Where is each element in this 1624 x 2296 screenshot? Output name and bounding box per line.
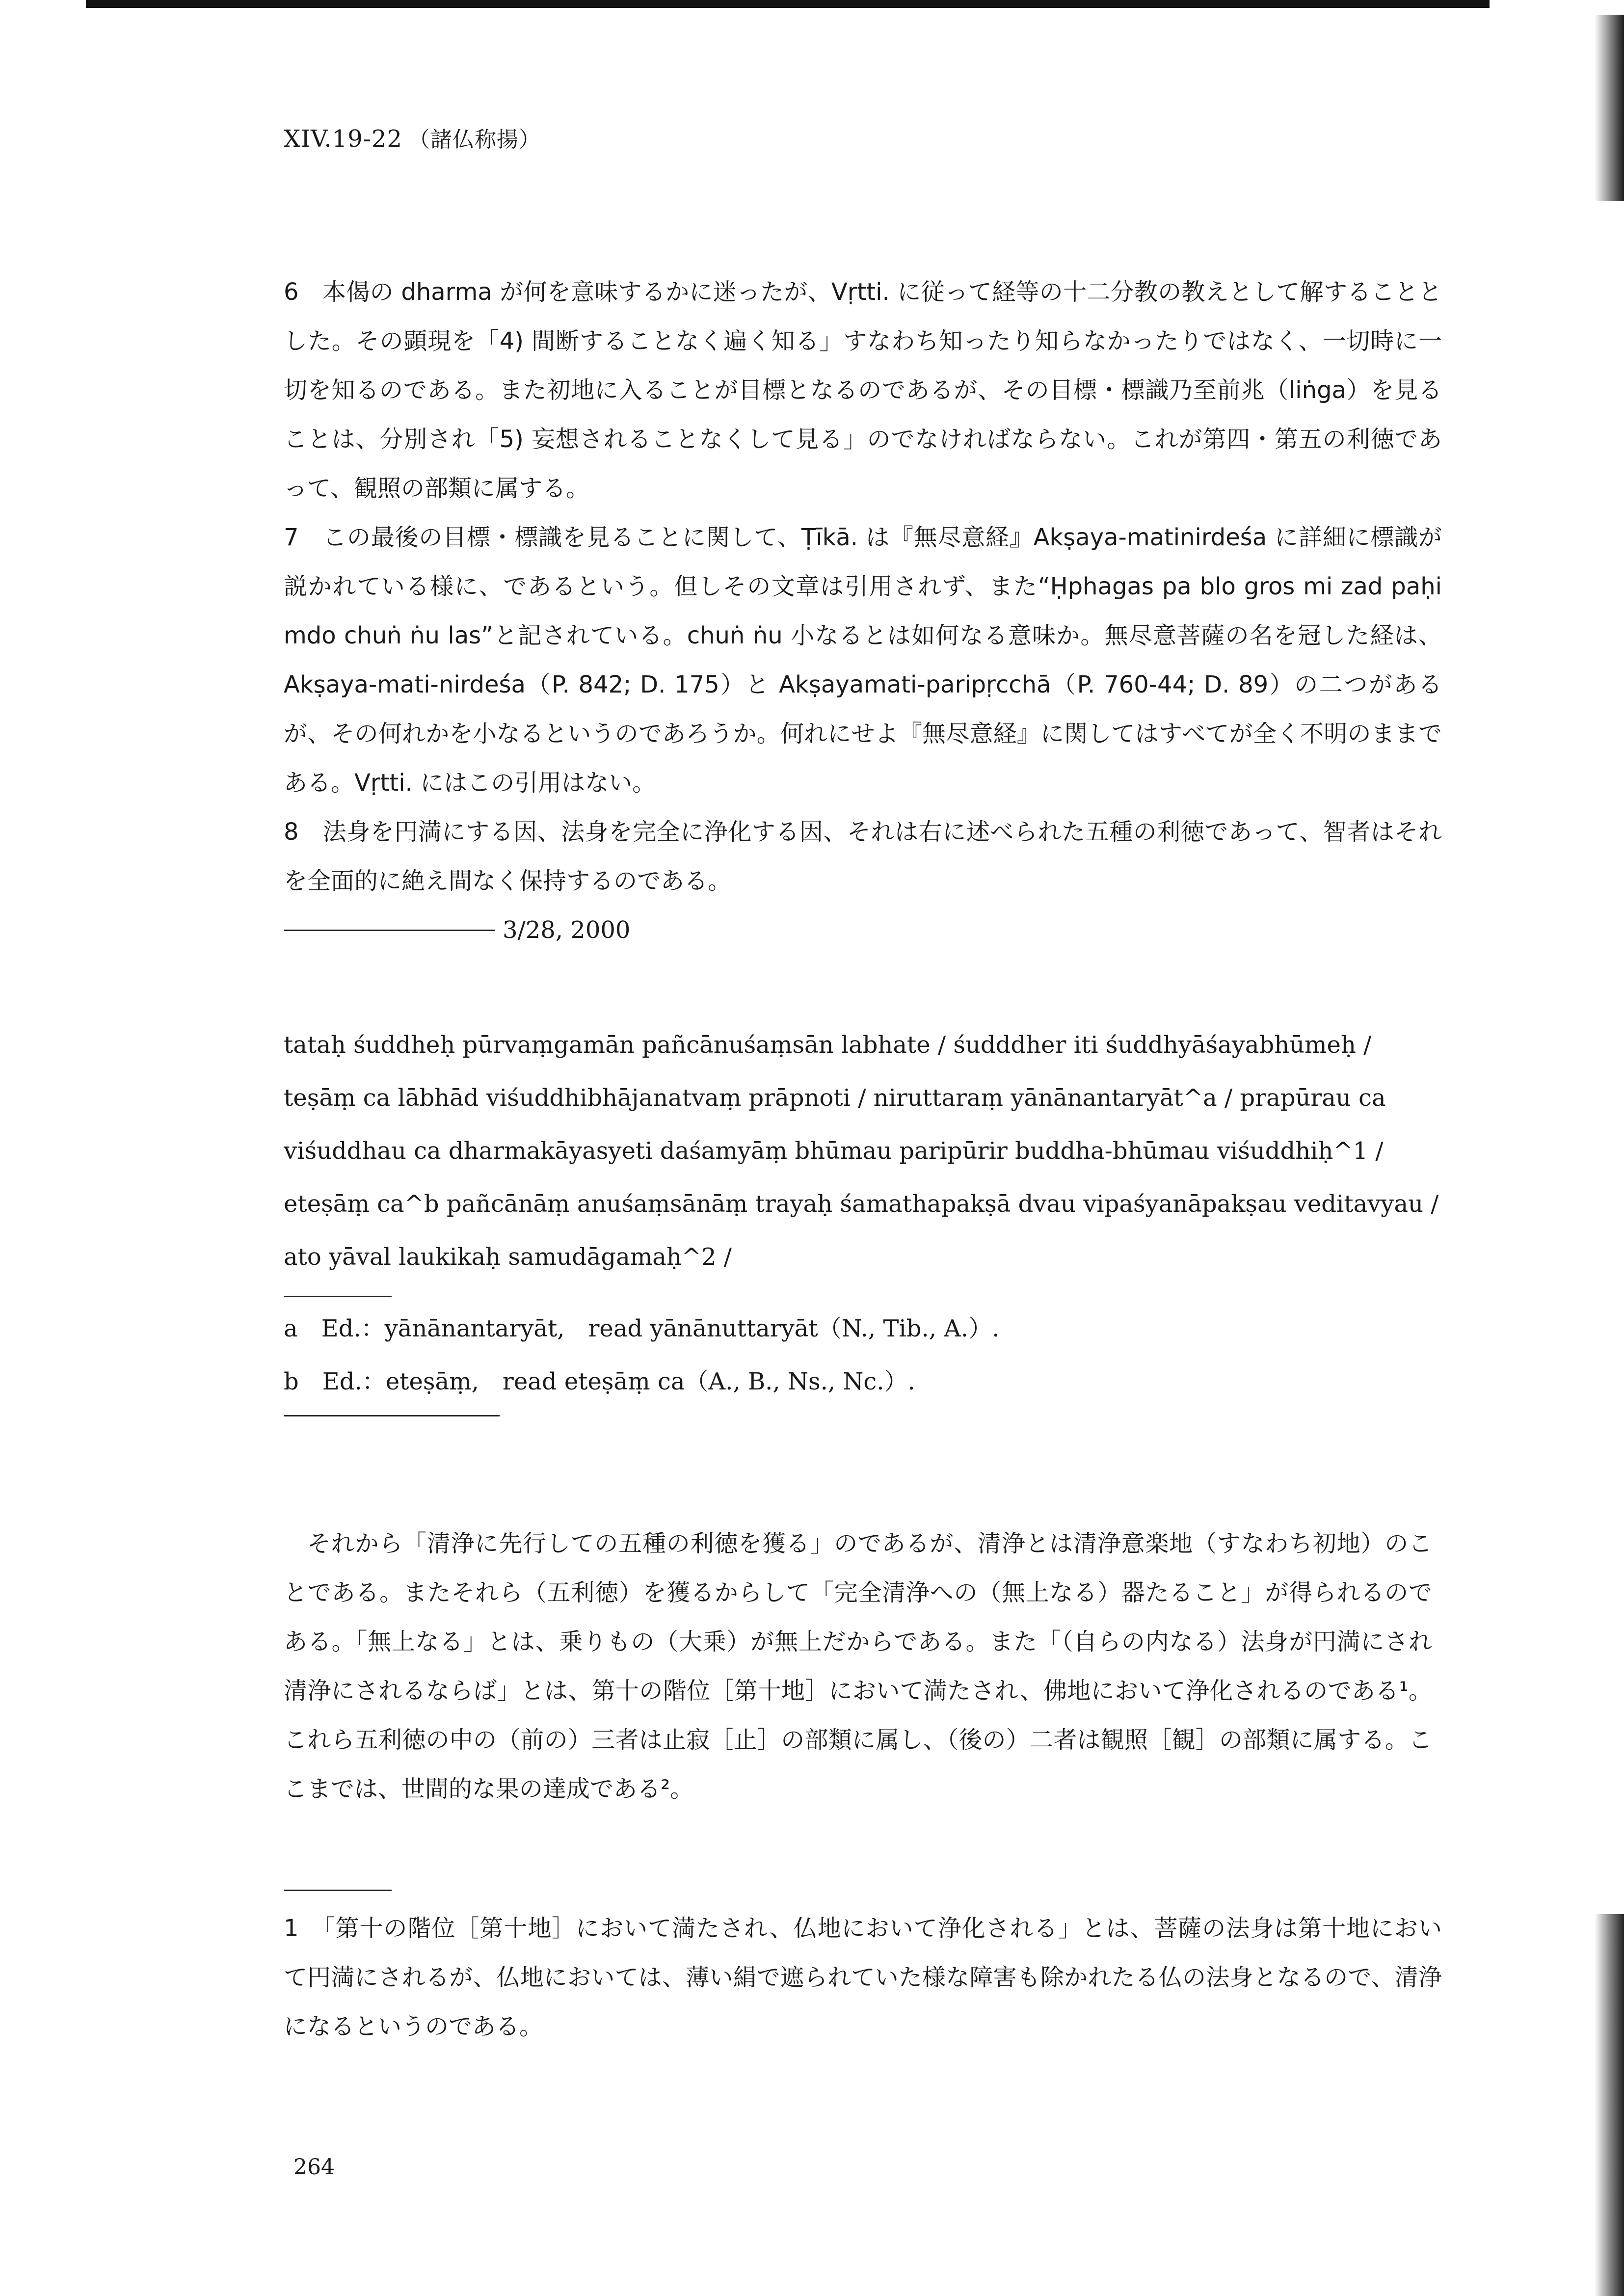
footnote-block [284,1890,1442,2051]
scan-edge-shadow [1595,15,1624,201]
footnote-1: 1 「第十の階位［第十地］において満たされ、仏地において浄化される」とは、菩薩の法身は第十地において円満にされるが、仏地においては、薄い絹で遮られていた様な障害も除かれたる仏の法身となるので、清浄になるというのである。 [284,1915,1442,2040]
date-stamp-line [284,906,1442,955]
translation-text: それから「清浄に先行しての五種の利徳を獲る」のであるが、清浄とは清浄意楽地（すなわち初地）のことである。またそれら（五利徳）を獲るからして「完全清浄への（無上なる）器たること」が得られるのである。「無上なる」とは、乗りもの（大乗）が無上だからである。また「（自らの内なる）法身が円満にされ清浄にされるならば」とは、第十の階位［第十地］において満たされ、佛地において浄化されるのである¹。これら五利徳の中の（前の）三者は止寂［止］の部類に属し、（後の）二者は観照［観］の部類に属する。ここまでは、世間的な果の達成である²。 [284,1530,1432,1803]
note-8: 8 法身を円満にする因、法身を完全に浄化する因、それは右に述べられた五種の利徳であって、智者はそれを全面的に絶え間なく保持するのである。 [284,818,1442,895]
notes-block [284,267,1442,955]
section-number: XIV.19-22 [284,125,403,153]
editorial-rule-bottom [284,1415,500,1416]
editorial-note-a: a Ed.：yānānantaryāt, read yānānuttaryāt（N., Tib., A.）. [284,1315,1000,1342]
sanskrit-text: tataḥ śuddheḥ pūrvaṃgamān pañcānuśaṃsān labhate / śudddher iti śuddhyāśayabhūmeḥ / teṣāṃ ca lābhād viśuddhibhājanatvaṃ prāpnoti / niruttaraṃ yānānantaryāt^a / prapūrau ca viśuddhau ca dharmakāyasyeti daśamyāṃ bhūmau paripūrir buddha-bhūmau viśuddhiḥ^1 / eteṣāṃ ca^b pañcānāṃ anuśaṃsānāṃ trayaḥ śamathapakṣā dvau vipaśyanāpakṣau veditavyau / ato yāval laukikaḥ samudāgamaḥ^2 / [284,1031,1439,1271]
running-header [284,122,541,153]
editorial-notes [284,1296,1442,1416]
page-number: 264 [293,2155,335,2180]
section-subtitle: （諸仏称揚） [408,127,541,152]
note-7: 7 この最後の目標・標識を見ることに関して、Ṭīkā. は『無尽意経』Akṣaya-matinirdeśa に詳細に標識が説かれている様に、であるという。但しその文章は引用されず、また“Ḥphagas pa blo gros mi zad paḥi mdo chuṅ ṅu las”と記されている。chuṅ ṅu 小なるとは如何なる意味か。無尽意菩薩の名を冠した経は、Akṣaya-mati-nirdeśa（P. 842; D. 175）と Akṣayamati-paripṛcchā（P. 760-44; D. 89）の二つがあるが、その何れかを小なるというのであろうか。何れにせよ『無尽意経』に関してはすべてが全く不明のままである。Vṛtti. にはこの引用はない。 [284,524,1442,797]
translation-block [284,1519,1432,1814]
scan-edge-shadow-lower [1595,1914,1624,2296]
editorial-rule-top [284,1296,392,1297]
dash-rule [284,930,495,931]
editorial-note-b: b Ed.：eteṣāṃ, read eteṣāṃ ca（A., B., Ns., Nc.）. [284,1368,915,1395]
note-6: 6 本偈の dharma が何を意味するかに迷ったが、Vṛtti. に従って経等の十二分教の教えとして解することとした。その顕現を「4) 間断することなく遍く知る」すなわち知ったり知らなかったりではなく、一切時に一切を知るのである。また初地に入ることが目標となるのであるが、その目標・標識乃至前兆（liṅga）を見ることは、分別され「5) 妄想されることなくして見る」のでなければならない。これが第四・第五の利徳であって、観照の部類に属する。 [284,278,1442,502]
footnote-rule [284,1890,392,1891]
sanskrit-passage [284,1018,1442,1283]
date-stamp: 3/28, 2000 [503,916,631,944]
top-border-rule [86,0,1490,8]
